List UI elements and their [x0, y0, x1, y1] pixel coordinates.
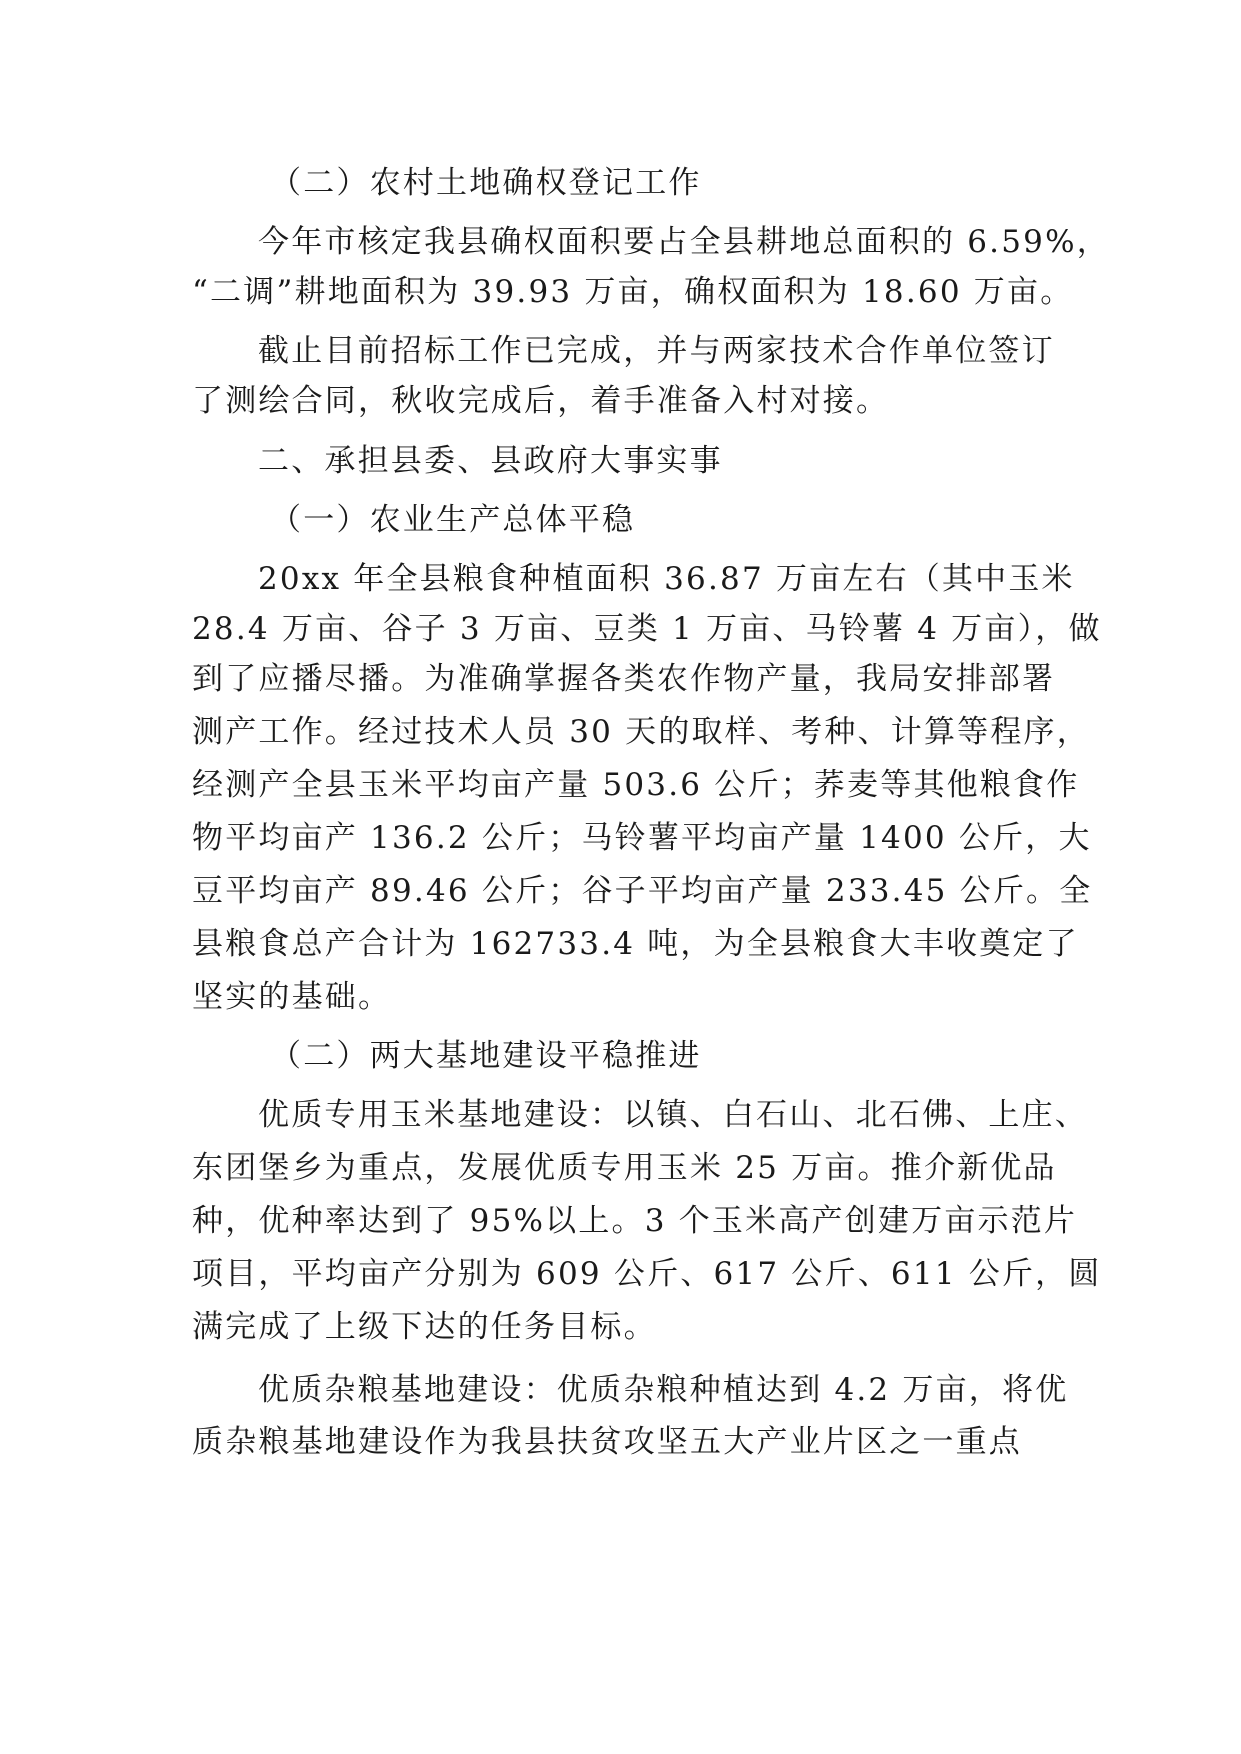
- paragraph-line: 优质专用玉米基地建设：以镇、白石山、北石佛、上庄、: [258, 1097, 1088, 1133]
- paragraph-line: 坚实的基础。: [192, 979, 392, 1015]
- paragraph-line: 质杂粮基地建设作为我县扶贫攻坚五大产业片区之一重点: [192, 1424, 1022, 1460]
- paragraph-line: 测产工作。经过技术人员 30 天的取样、考种、计算等程序，: [192, 714, 1090, 750]
- paragraph-line: 到了应播尽播。为准确掌握各类农作物产量，我局安排部署: [192, 661, 1056, 697]
- section-heading-rural-land-registration: （二）农村土地确权登记工作: [270, 165, 702, 201]
- paragraph-line: 20xx 年全县粮食种植面积 36.87 万亩左右（其中玉米: [258, 561, 1075, 597]
- paragraph-line: 县粮食总产合计为 162733.4 吨，为全县粮食大丰收奠定了: [192, 926, 1079, 962]
- paragraph-line: 豆平均亩产 89.46 公斤；谷子平均亩产量 233.45 公斤。全: [192, 873, 1093, 909]
- paragraph-line: 截止目前招标工作已完成，并与两家技术合作单位签订: [258, 333, 1055, 369]
- paragraph-line: “二调”耕地面积为 39.93 万亩，确权面积为 18.60 万亩。: [192, 274, 1074, 310]
- paragraph-line: 优质杂粮基地建设：优质杂粮种植达到 4.2 万亩，将优: [258, 1372, 1069, 1408]
- paragraph-line: 项目，平均亩产分别为 609 公斤、617 公斤、611 公斤，圆: [192, 1256, 1102, 1292]
- paragraph-line: 物平均亩产 136.2 公斤；马铃薯平均亩产量 1400 公斤，大: [192, 820, 1092, 856]
- paragraph-line: 了测绘合同，秋收完成后，着手准备入村对接。: [192, 383, 890, 419]
- section-heading-county-major-tasks: 二、承担县委、县政府大事实事: [258, 443, 723, 479]
- paragraph-line: 28.4 万亩、谷子 3 万亩、豆类 1 万亩、马铃薯 4 万亩），做: [192, 611, 1102, 647]
- section-heading-two-bases: （二）两大基地建设平稳推进: [270, 1038, 702, 1074]
- paragraph-line: 种，优种率达到了 95%以上。3 个玉米高产创建万亩示范片: [192, 1203, 1078, 1239]
- section-heading-agricultural-production: （一）农业生产总体平稳: [270, 502, 636, 538]
- paragraph-line: 经测产全县玉米平均亩产量 503.6 公斤；荞麦等其他粮食作: [192, 767, 1080, 803]
- paragraph-line: 满完成了上级下达的任务目标。: [192, 1309, 657, 1345]
- paragraph-line: 今年市核定我县确权面积要占全县耕地总面积的 6.59%，: [258, 224, 1110, 260]
- paragraph-line: 东团堡乡为重点，发展优质专用玉米 25 万亩。推介新优品: [192, 1150, 1057, 1186]
